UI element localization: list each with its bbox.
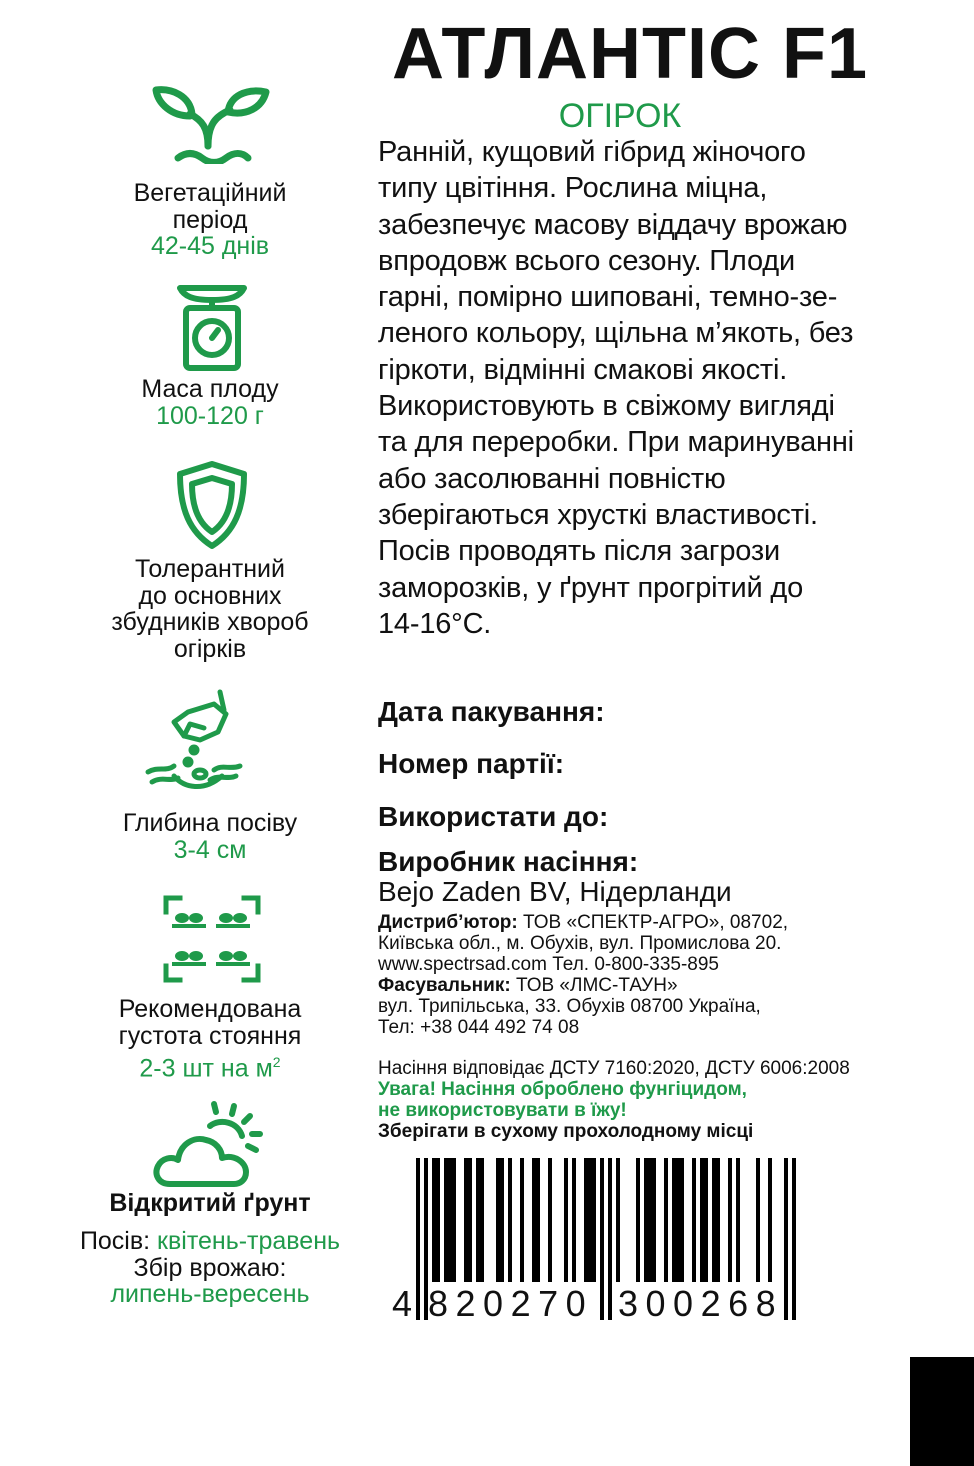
product-subtitle: ОГІРОК xyxy=(558,97,682,135)
barcode-bar xyxy=(652,1158,656,1282)
barcode-bar xyxy=(416,1158,420,1320)
sowing-depth-label: Глибина посіву xyxy=(122,809,298,837)
description-line: Ранній, кущовий гібрид жіночого xyxy=(378,136,806,168)
barcode-bar xyxy=(592,1158,596,1282)
use-by-label: Використати до: xyxy=(378,801,609,832)
fungicide-warning xyxy=(378,1079,898,1121)
description-line: типу цвітіння. Рослина міцна, xyxy=(378,172,768,205)
barcode-bar xyxy=(636,1158,640,1282)
barcode-bar xyxy=(500,1158,504,1282)
barcode-bar xyxy=(548,1158,552,1282)
barcode-first-digit: 4 xyxy=(392,1283,413,1324)
density-label: густота стояння xyxy=(118,1021,302,1050)
barcode-bar xyxy=(616,1158,620,1282)
producer-value: Bejo Zaden BV, Нідерланди xyxy=(378,876,732,907)
fruit-mass xyxy=(60,376,360,429)
vegetation-period xyxy=(60,180,360,260)
description-line: або засолюванні повністю xyxy=(378,462,726,495)
barcode-bar xyxy=(728,1158,732,1282)
density-label: Рекомендована xyxy=(118,995,302,1023)
product-title: АТЛАНТІС F1 xyxy=(391,14,869,94)
description-line: зберігаються хрусткі властивості. xyxy=(378,498,818,531)
barcode-bar xyxy=(572,1158,576,1282)
barcode-bar xyxy=(448,1158,452,1282)
barcode-bar xyxy=(664,1158,668,1282)
vegetation-value: 42-45 днів xyxy=(150,232,270,260)
sun-cloud-icon xyxy=(150,1100,266,1190)
barcode-bar xyxy=(676,1158,680,1282)
barcode-bar xyxy=(476,1158,480,1282)
barcode-bar xyxy=(436,1158,440,1282)
scale-icon xyxy=(176,282,248,372)
barcode-bar xyxy=(784,1158,788,1320)
vegetation-label: період xyxy=(172,205,248,234)
distributor-label: Дистриб’ютор: xyxy=(378,912,518,933)
fruit-mass-label: Маса плоду xyxy=(141,375,279,403)
barcode-bar xyxy=(756,1158,760,1282)
tolerance-line: збудників хвороб xyxy=(111,608,309,636)
description-line: впродовж всього сезону. Плоди xyxy=(378,244,795,277)
shield-icon xyxy=(174,460,250,550)
distributor-line: www.spectrsad.com Тел. 0-800-335-895 xyxy=(378,954,719,975)
barcode-bar xyxy=(600,1158,604,1320)
sowing-period xyxy=(40,1228,380,1255)
barcode-bar xyxy=(532,1158,536,1282)
warning-line: не використовувати в їжу! xyxy=(378,1100,627,1121)
barcode-left-group: 820270 xyxy=(428,1283,594,1324)
description-line: леного кольору, щільна м’якоть, без xyxy=(378,317,854,350)
barcode-bar xyxy=(508,1158,512,1282)
disease-tolerance xyxy=(60,556,360,662)
barcode-bar xyxy=(736,1158,740,1282)
barcode-bar xyxy=(444,1158,448,1282)
packer-line: ТОВ «ЛМС-ТАУН» xyxy=(510,975,678,996)
barcode-bar xyxy=(680,1158,684,1282)
sowing-depth xyxy=(60,810,360,863)
batch-number-label: Номер партії: xyxy=(378,748,565,779)
description-line: забезпечує масову віддачу врожаю xyxy=(378,208,848,241)
tolerance-line: до основних xyxy=(138,581,282,610)
barcode-bar xyxy=(648,1158,652,1282)
storage-info: Зберігати в сухому прохолодному місці xyxy=(378,1121,754,1142)
packer-label: Фасувальник: xyxy=(378,975,511,996)
density-value-text: 2-3 шт на м xyxy=(139,1054,273,1083)
barcode-bar xyxy=(464,1158,468,1282)
barcode-bar xyxy=(608,1158,612,1320)
tolerance-line: Толерантний xyxy=(135,555,285,583)
packer-line: вул. Трипільська, 33. Обухів 08700 Україна, xyxy=(378,996,761,1017)
density-value-exponent: 2 xyxy=(272,1054,281,1070)
barcode-bar xyxy=(700,1158,704,1282)
barcode-bar xyxy=(584,1158,588,1282)
plant-grid-icon xyxy=(162,894,262,984)
product-description xyxy=(378,134,898,642)
harvest-value: липень-вересень xyxy=(110,1280,310,1308)
barcode-bar xyxy=(672,1158,676,1282)
barcode-bar xyxy=(692,1158,696,1282)
sowing-period-value: квітень-травень xyxy=(157,1227,341,1255)
barcode-bar xyxy=(644,1158,648,1282)
barcode-bar xyxy=(768,1158,772,1282)
distributor-line: ТОВ «СПЕКТР-АГРО», 08702, xyxy=(517,912,789,933)
barcode-bar xyxy=(536,1158,540,1282)
barcode-bar xyxy=(480,1158,484,1282)
barcode-right-group: 300268 xyxy=(618,1283,784,1324)
barcode-bar xyxy=(716,1158,720,1282)
vegetation-label: Вегетаційний xyxy=(133,179,287,207)
tolerance-line: огірків xyxy=(173,634,247,663)
description-line: 14-16°С. xyxy=(378,607,492,640)
description-line: гарні, помірно шиповані, темно-зе- xyxy=(378,281,838,314)
density-value xyxy=(60,1049,360,1082)
barcode-bar xyxy=(704,1158,708,1282)
description-line: Використовують в свіжому вигляді xyxy=(378,390,835,423)
barcode-bar xyxy=(432,1158,436,1282)
description-line: гіркоти, відмінні смакові якості. xyxy=(378,353,788,386)
producer-label: Виробник насіння: xyxy=(378,846,639,877)
fruit-mass-value: 100-120 г xyxy=(156,401,264,430)
description-line: Посів проводять після загрози xyxy=(378,535,780,568)
distributor-line: Київська обл., м. Обухів, вул. Промислова 20. xyxy=(378,933,782,954)
barcode-bar xyxy=(588,1158,592,1282)
warning-line: Увага! Насіння оброблено фунгіцидом, xyxy=(378,1079,747,1100)
hand-sowing-icon xyxy=(144,688,244,798)
barcode-bar xyxy=(468,1158,472,1282)
barcode-bar xyxy=(792,1158,796,1320)
barcode-bar xyxy=(452,1158,456,1282)
packer-line: Тел: +38 044 492 74 08 xyxy=(378,1017,580,1038)
barcode-bar xyxy=(520,1158,524,1282)
plant-density xyxy=(60,996,360,1082)
barcode-bar xyxy=(712,1158,716,1282)
open-ground-heading: Відкритий ґрунт xyxy=(109,1189,311,1217)
harvest-label: Збір врожаю: xyxy=(133,1253,287,1282)
barcode-bar xyxy=(564,1158,568,1282)
sprout-icon xyxy=(150,84,272,164)
sowing-depth-value: 3-4 см xyxy=(173,835,247,864)
standard-info: Насіння відповідає ДСТУ 7160:2020, ДСТУ 6006:2008 xyxy=(378,1058,850,1079)
packing-date-label: Дата пакування: xyxy=(378,696,605,727)
corner-block xyxy=(910,1357,974,1466)
distributor-info xyxy=(378,912,898,1038)
barcode-bar xyxy=(496,1158,500,1282)
open-ground-schedule xyxy=(40,1228,380,1308)
description-line: та для переробки. При маринуванні xyxy=(378,426,854,459)
sowing-period-label: Посів: xyxy=(79,1227,158,1255)
description-line: заморозків, у ґрунт прогрітий до xyxy=(378,571,804,604)
